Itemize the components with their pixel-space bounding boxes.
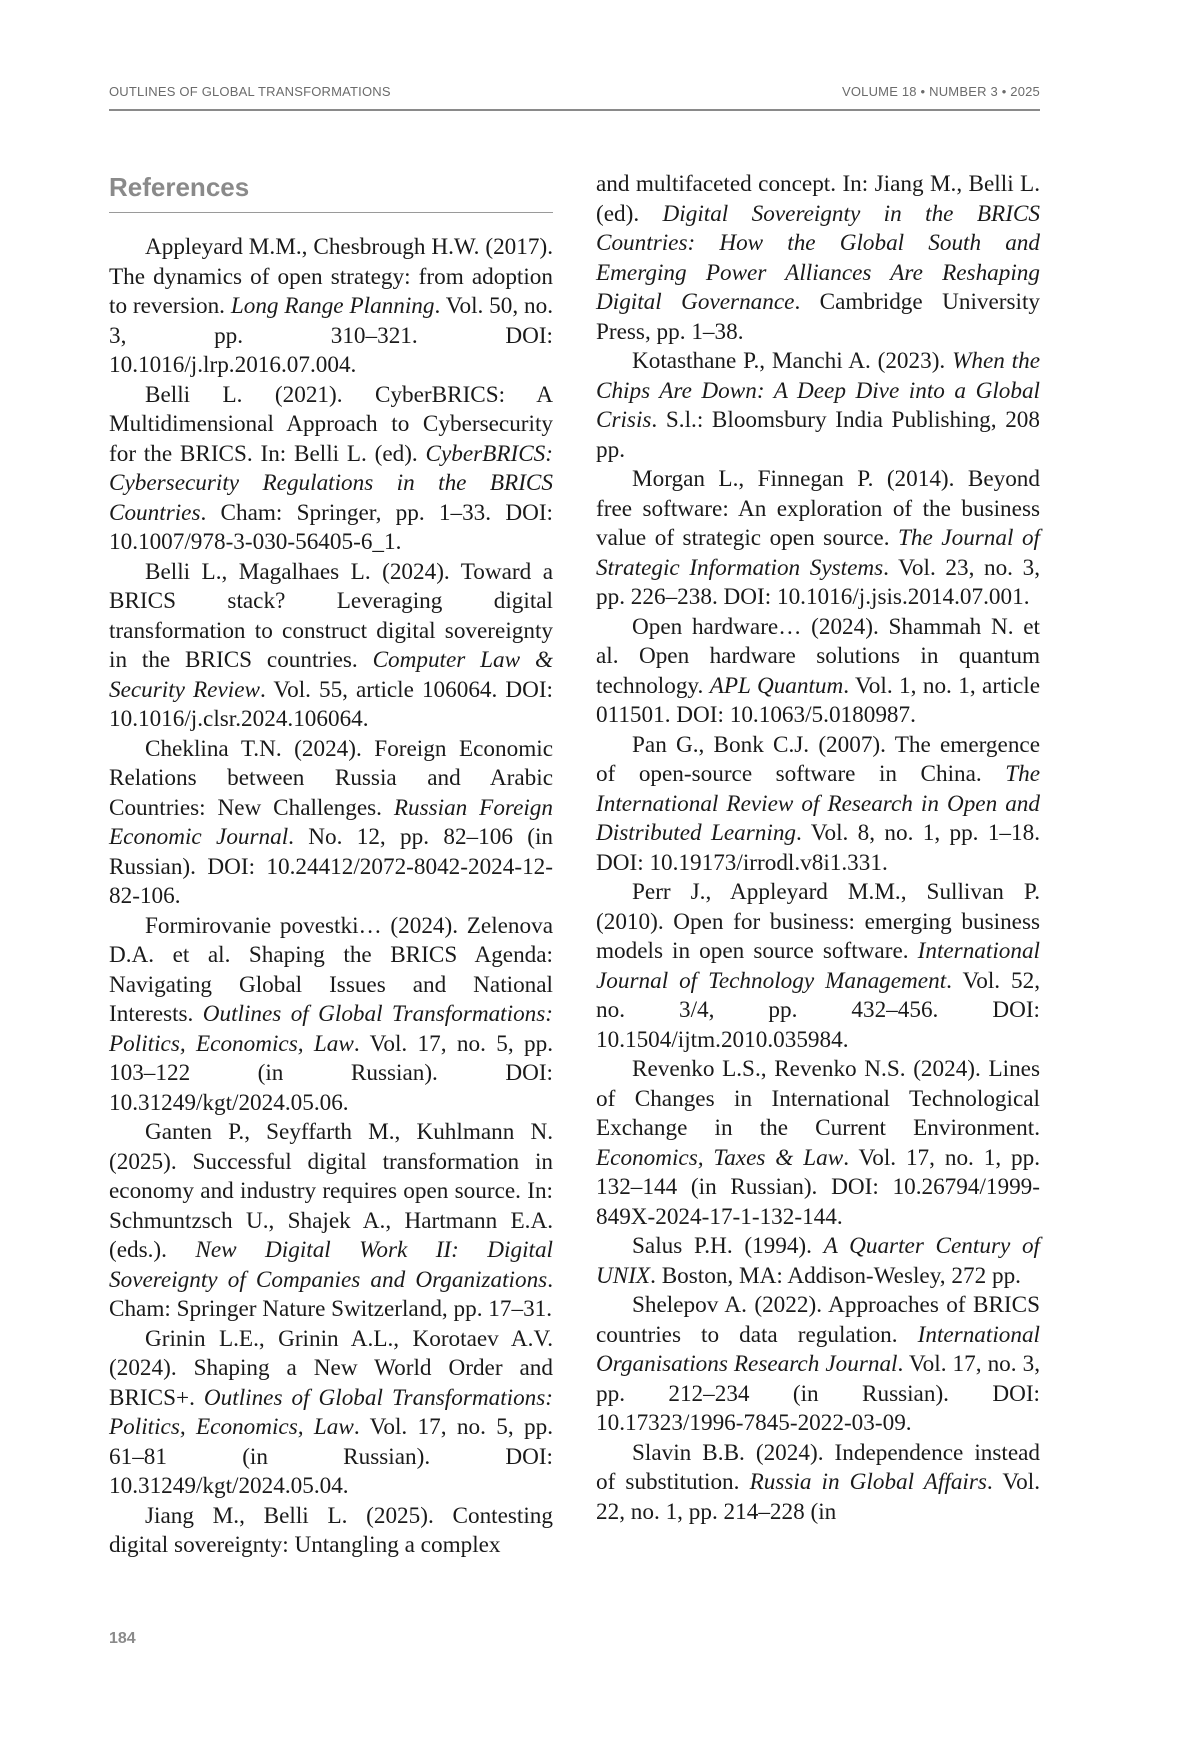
reference-source-title: A Quarter Century of UNIX bbox=[596, 1233, 1041, 1289]
issue-info: VOLUME 18 • NUMBER 3 • 2025 bbox=[841, 84, 1040, 99]
reference-text: Revenko L.S., Revenko N.S. (2024). Lines of Changes in International Technological Exchange in the Current Environment. bbox=[596, 1056, 1040, 1141]
reference-source-title: International Organisations Research Journal bbox=[596, 1321, 1040, 1377]
reference-text: . S.l.: Bloomsbury India Publishing, 208 pp. bbox=[596, 407, 1040, 463]
reference-source-title: International Journal of Technology Management bbox=[596, 938, 1040, 994]
reference-entry bbox=[109, 1118, 553, 1325]
header-divider bbox=[109, 109, 1040, 111]
heading-divider bbox=[109, 212, 553, 213]
reference-entry bbox=[109, 558, 553, 735]
right-reference-list bbox=[596, 170, 1040, 1527]
reference-source-title: The International Review of Research in Open and Distributed Learning bbox=[596, 761, 1040, 846]
reference-text: Salus P.H. (1994). bbox=[632, 1233, 824, 1259]
reference-text: Ganten P., Seyffarth M., Kuhlmann N. (2025). Successful digital transformation in economy and industry requires open source. In: Schmuntzsch U., Shajek A., Hartmann E.A. (eds.). bbox=[109, 1119, 553, 1263]
reference-entry bbox=[596, 347, 1040, 465]
reference-text: Kotasthane P., Manchi A. (2023). bbox=[632, 348, 953, 374]
reference-entry bbox=[596, 465, 1040, 613]
reference-text: . Vol. 17, no. 5, pp. 103–122 (in Russian). DOI: 10.31249/kgt/2024.05.06. bbox=[109, 1030, 553, 1116]
reference-source-title: Long Range Planning bbox=[230, 293, 435, 319]
reference-text: . Vol. 52, no. 3/4, pp. 432–456. DOI: 10.1504/ijtm.2010.035984. bbox=[596, 967, 1040, 1053]
reference-text: . Vol. 23, no. 3, pp. 226–238. DOI: 10.1016/j.jsis.2014.07.001. bbox=[596, 554, 1040, 610]
reference-text: Morgan L., Finnegan P. (2014). Beyond free software: An exploration of the business value of strategic open source. bbox=[596, 466, 1040, 551]
reference-entry bbox=[109, 912, 553, 1119]
references-heading: References bbox=[109, 172, 250, 202]
reference-text: . Cham: Springer, pp. 1–33. DOI: 10.1007/978-3-030-56405-6_1. bbox=[109, 499, 553, 555]
left-reference-list bbox=[109, 233, 553, 1561]
reference-entry bbox=[596, 878, 1040, 1055]
reference-text: Appleyard M.M., Chesbrough H.W. (2017). The dynamics of open strategy: from adoption to reversion. bbox=[109, 234, 553, 319]
reference-text: Belli L. (2021). CyberBRICS: A Multidimensional Approach to Cybersecurity for the BRICS. In: Belli L. (ed). bbox=[109, 381, 553, 467]
reference-source-title: Russia in Global Affairs bbox=[749, 1469, 987, 1495]
reference-text: Slavin B.B. (2024). Independence instead of substitution. bbox=[596, 1439, 1040, 1495]
running-head bbox=[109, 84, 1040, 99]
reference-entry bbox=[109, 1502, 553, 1561]
reference-text: . Cham: Springer Nature Switzerland, pp. 17–31. bbox=[109, 1266, 553, 1322]
reference-text: . Vol. 8, no. 1, pp. 1–18. DOI: 10.19173/irrodl.v8i1.331. bbox=[596, 820, 1040, 876]
right-column bbox=[596, 170, 1040, 1527]
reference-entry bbox=[596, 1291, 1040, 1439]
reference-entry bbox=[596, 1055, 1040, 1232]
reference-source-title: Digital Sovereignty in the BRICS Countries: How the Global South and Emerging Power Alliances Are Reshaping Digital Governance bbox=[596, 200, 1040, 315]
left-column bbox=[109, 170, 553, 1561]
reference-text: Grinin L.E., Grinin A.L., Korotaev A.V. (2024). Shaping a New World Order and BRICS+. bbox=[109, 1325, 553, 1411]
reference-entry bbox=[596, 1232, 1040, 1291]
reference-text: . Vol. 55, article 106064. DOI: 10.1016/j.clsr.2024.106064. bbox=[109, 676, 553, 732]
reference-entry bbox=[596, 731, 1040, 879]
reference-entry bbox=[109, 381, 553, 558]
reference-source-title: Outlines of Global Transformations: Politics, Economics, Law bbox=[109, 1384, 554, 1440]
reference-text: Cheklina T.N. (2024). Foreign Economic Relations between Russia and Arabic Countries: New Challenges. bbox=[109, 735, 553, 821]
reference-text: Shelepov A. (2022). Approaches of BRICS countries to data regulation. bbox=[596, 1292, 1040, 1348]
reference-source-title: Computer Law & Security Review bbox=[109, 647, 553, 703]
reference-source-title: Outlines of Global Transformations: Politics, Economics, Law bbox=[109, 1001, 553, 1057]
reference-text: Pan G., Bonk C.J. (2007). The emergence of open-source software in China. bbox=[596, 731, 1040, 787]
page-number: 184 bbox=[109, 1630, 136, 1647]
reference-text: . Vol. 50, no. 3, pp. 310–321. DOI: 10.1016/j.lrp.2016.07.004. bbox=[109, 293, 553, 378]
reference-text: Perr J., Appleyard M.M., Sullivan P. (2010). Open for business: emerging business models in open source software. bbox=[596, 879, 1040, 964]
reference-text: . Vol. 17, no. 3, pp. 212–234 (in Russian). DOI: 10.17323/1996-7845-2022-03-09. bbox=[596, 1351, 1040, 1436]
reference-source-title: Economics, Taxes & Law bbox=[596, 1144, 844, 1171]
reference-text: Formirovanie povestki… (2024). Zelenova D.A. et al. Shaping the BRICS Agenda: Navigating Global Issues and National Interests. bbox=[109, 912, 553, 1027]
reference-entry bbox=[109, 1325, 553, 1502]
reference-text: . No. 12, pp. 82–106 (in Russian). DOI: 10.24412/2072-8042-2024-12-82-106. bbox=[109, 824, 553, 909]
reference-text: Jiang M., Belli L. (2025). Contesting digital sovereignty: Untangling a complex bbox=[109, 1502, 553, 1558]
reference-text: . Vol. 1, no. 1, article 011501. DOI: 10.1063/5.0180987. bbox=[596, 672, 1040, 728]
reference-source-title: The Journal of Strategic Information Systems bbox=[596, 525, 1040, 581]
reference-text: . Vol. 17, no. 1, pp. 132–144 (in Russian). DOI: 10.26794/1999-849X-2024-17-1-132-144. bbox=[596, 1144, 1041, 1230]
reference-entry bbox=[596, 1439, 1040, 1528]
reference-text: . Vol. 17, no. 5, pp. 61–81 (in Russian). DOI: 10.31249/kgt/2024.05.04. bbox=[109, 1414, 553, 1499]
reference-text: . Cambridge University Press, pp. 1–38. bbox=[596, 289, 1040, 345]
reference-source-title: Russian Foreign Economic Journal bbox=[109, 794, 553, 850]
reference-entry bbox=[596, 170, 1040, 347]
reference-source-title: CyberBRICS: Cybersecurity Regulations in the BRICS Countries bbox=[109, 440, 553, 526]
reference-source-title: New Digital Work II: Digital Sovereignty of Companies and Organizations bbox=[109, 1237, 554, 1293]
reference-entry bbox=[109, 735, 553, 912]
reference-text: . Boston, MA: Addison-Wesley, 272 pp. bbox=[650, 1262, 1021, 1289]
reference-source-title: When the Chips Are Down: A Deep Dive into a Global Crisis bbox=[596, 348, 1041, 433]
reference-source-title: APL Quantum bbox=[709, 672, 844, 699]
journal-name: OUTLINES OF GLOBAL TRANSFORMATIONS bbox=[109, 84, 391, 99]
reference-text: . Vol. 22, no. 1, pp. 214–228 (in bbox=[596, 1469, 1040, 1525]
reference-entry bbox=[109, 233, 553, 381]
reference-text: Belli L., Magalhaes L. (2024). Toward a BRICS stack? Leveraging digital transformation to construct digital sovereignty in the BRICS countries. bbox=[109, 558, 553, 673]
reference-entry bbox=[596, 613, 1040, 731]
reference-text: and multifaceted concept. In: Jiang M., Belli L. (ed). bbox=[596, 171, 1040, 227]
reference-text: Open hardware… (2024). Shammah N. et al. Open hardware solutions in quantum technology. bbox=[596, 613, 1040, 699]
